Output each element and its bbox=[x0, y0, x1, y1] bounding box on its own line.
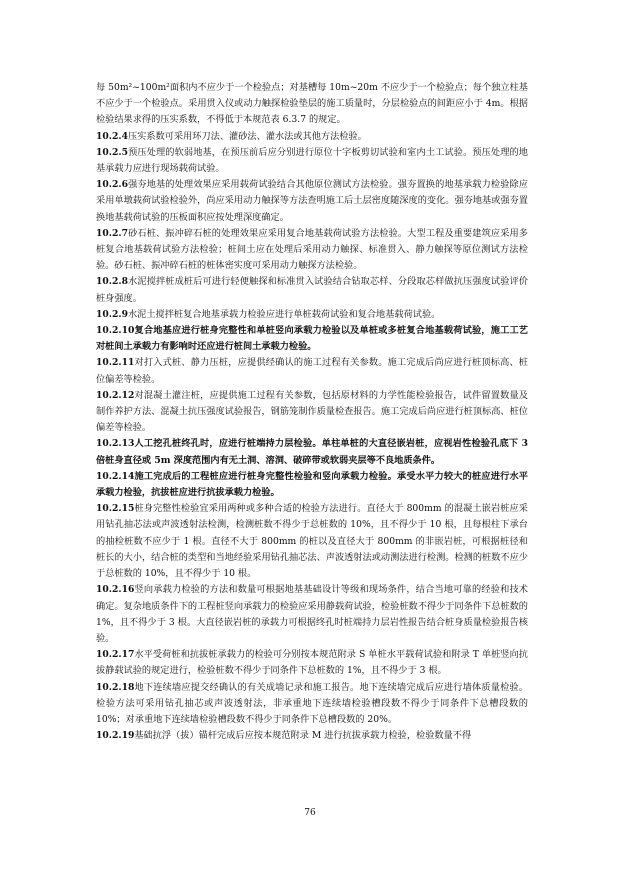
clause-number: 10.2.15 bbox=[96, 503, 135, 515]
clause-text: 人工挖孔桩终孔时，应进行桩端持力层检验。单柱单桩的大直径嵌岩桩，应视岩性检验孔底下 3 倍桩身直径或 5m 深度范围内有无土洞、溶洞、破碎带或软弱夹层等不良地质条件。 bbox=[96, 438, 528, 466]
clause-paragraph bbox=[96, 274, 528, 306]
clause-number: 10.2.16 bbox=[96, 584, 135, 596]
clause-text: 水平受荷桩和抗拔桩承载力的检验可分别按本规范附录 S 单桩水平载荷试验和附录 T 单桩竖向抗拔静载试验的规定进行，检验桩数不得少于同条件下总桩数的 1%，且不得少于 3 根。 bbox=[96, 649, 528, 677]
clause-paragraph bbox=[96, 307, 528, 323]
clause-paragraph bbox=[96, 436, 528, 468]
clause-paragraph bbox=[96, 469, 528, 501]
clause-paragraph bbox=[96, 501, 528, 582]
clause-number: 10.2.11 bbox=[96, 357, 135, 369]
clause-number: 10.2.6 bbox=[96, 179, 128, 191]
clause-text: 地下连续墙应提交经确认的有关成墙记录和施工报告。地下连续墙完成后应进行墙体质量检验。检验方法可采用钻孔抽芯或声波透射法，非承重地下连续墙检验槽段数不得少于同条件下总槽段数的 10%；对承重地下连续墙检验槽段数不得少于同条件下总槽段数的 20%。 bbox=[96, 681, 528, 725]
clause-paragraph bbox=[96, 582, 528, 647]
clause-text: 对混凝土灌注桩，应提供施工过程有关参数，包括原材料的力学性能检验报告，试件留置数量及制作养护方法、混凝土抗压强度试验报告，钢筋笼制作质量检查报告。施工完成后尚应进行桩顶标高、桩位偏差等检验。 bbox=[96, 389, 528, 434]
clause-paragraph bbox=[96, 728, 528, 744]
clause-text: 预压处理的软弱地基，在预压前后应分别进行原位十字板剪切试验和室内土工试验。预压处理的地基承载力应进行现场载荷试验。 bbox=[96, 146, 528, 175]
clause-number: 10.2.12 bbox=[96, 389, 135, 401]
clause-text: 竖向承载力检验的方法和数量可根据地基基础设计等级和现场条件，结合当地可靠的经验和技术确定。复杂地质条件下的工程桩竖向承载力的检验应采用静载荷试验，检验桩数不得少于同条件下总桩数的 1%，且不得少于 3 根。大直径嵌岩桩的承载力可根据终孔时桩端持力层岩性报告结合桩身质量检验报告核验。 bbox=[96, 584, 528, 644]
clause-text: 强夯地基的处理效果应采用载荷试验结合其他原位测试方法检验。强夯置换的地基承载力检验除应采用单墩载荷试验检验外，尚应采用动力触探等方法查明施工后土层密度随深度的变化。强夯地基或强夯置换地基载荷试验的压板面积应按处理深度确定。 bbox=[96, 179, 528, 223]
clause-paragraph bbox=[96, 80, 528, 129]
clause-text: 压实系数可采用环刀法、灌砂法、灌水法或其他方法检验。 bbox=[127, 130, 367, 142]
clause-paragraph bbox=[96, 177, 528, 226]
clause-text: 复合地基应进行桩身完整性和单桩竖向承载力检验以及单桩或多桩复合地基载荷试验，施工工艺对桩间土承载力有影响时还应进行桩间土承载力检验。 bbox=[96, 325, 528, 353]
clause-text: 施工完成后的工程桩应进行桩身完整性检验和竖向承载力检验。承受水平力较大的桩应进行水平承载力检验，抗拔桩应进行抗拔承载力检验。 bbox=[96, 470, 528, 499]
page-number: 76 bbox=[304, 808, 316, 818]
clause-paragraph bbox=[96, 129, 528, 145]
clause-text: 对打入式桩、静力压桩，应提供经确认的施工过程有关参数。施工完成后尚应进行桩顶标高、桩位偏差等检验。 bbox=[96, 357, 528, 385]
clause-number: 10.2.13 bbox=[96, 438, 135, 450]
clause-paragraph bbox=[96, 226, 528, 275]
clause-number: 10.2.18 bbox=[96, 681, 135, 693]
clause-text: 基础抗浮（拔）锚杆完成后应按本规范附录 M 进行抗拔承载力检验，检验数量不得 bbox=[134, 730, 472, 742]
clause-text: 每 50m²~100m²面积内不应少于一个检验点；对基槽每 10m~20m 不应少于一个检验点；每个独立柱基不应少于一个检验点。采用贯入仪或动力触探检验垫层的施工质量时，分层检验点的间距应小于 4m。根据检验结果求得的压实系数，不得低于本规范表 6.3.7 的规定。 bbox=[96, 82, 528, 126]
clause-number: 10.2.10 bbox=[96, 325, 135, 337]
clause-text: 砂石桩、振冲碎石桩的处理效果应采用复合地基载荷试验方法检验。大型工程及重要建筑应采用多桩复合地基载荷试验方法检验；桩间土应在处理后采用动力触探、标准贯入、静力触探等原位测试方法检验。砂石桩、振冲碎石桩的桩体密实度可采用动力触探方法检验。 bbox=[96, 227, 528, 272]
clause-text: 水泥土搅拌桩复合地基承载力检验应进行单桩载荷试验和复合地基载荷试验。 bbox=[127, 308, 441, 320]
clause-paragraph bbox=[96, 145, 528, 177]
clause-number: 10.2.8 bbox=[96, 276, 128, 288]
clause-number: 10.2.7 bbox=[96, 227, 128, 239]
clause-text: 水泥搅拌桩成桩后可进行轻便触探和标准贯入试验结合钻取芯样、分段取芯样做抗压强度试验评价桩身强度。 bbox=[96, 276, 528, 304]
clause-text: 桩身完整性检验宜采用两种或多种合适的检验方法进行。直径大于 800mm 的混凝土嵌岩桩应采用钻孔抽芯法或声波透射法检测，检测桩数不得少于总桩数的 10%，且不得少于 10 根，且每根柱下承台的抽检桩数不应少于 1 根。直径不大于 800mm 的桩以及直径大于 800mm 的非嵌岩桩，可根据桩径和桩长的大小，结合桩的类型和当地经验采用钻孔抽芯法、声波透射法或动测法进行检测。检测的桩数不应少于总桩数的 10%，且不得少于 10 根。 bbox=[96, 503, 528, 580]
clause-paragraph bbox=[96, 323, 528, 355]
clause-number: 10.2.14 bbox=[96, 470, 135, 482]
clause-paragraph bbox=[96, 680, 528, 729]
clause-number: 10.2.5 bbox=[96, 146, 128, 158]
clause-paragraph bbox=[96, 355, 528, 387]
clause-paragraph bbox=[96, 388, 528, 437]
clause-number: 10.2.9 bbox=[96, 308, 128, 320]
clause-number: 10.2.17 bbox=[96, 649, 135, 661]
clause-number: 10.2.4 bbox=[96, 130, 128, 142]
clause-paragraph bbox=[96, 647, 528, 679]
clause-number: 10.2.19 bbox=[96, 730, 135, 742]
document-body bbox=[96, 80, 528, 744]
